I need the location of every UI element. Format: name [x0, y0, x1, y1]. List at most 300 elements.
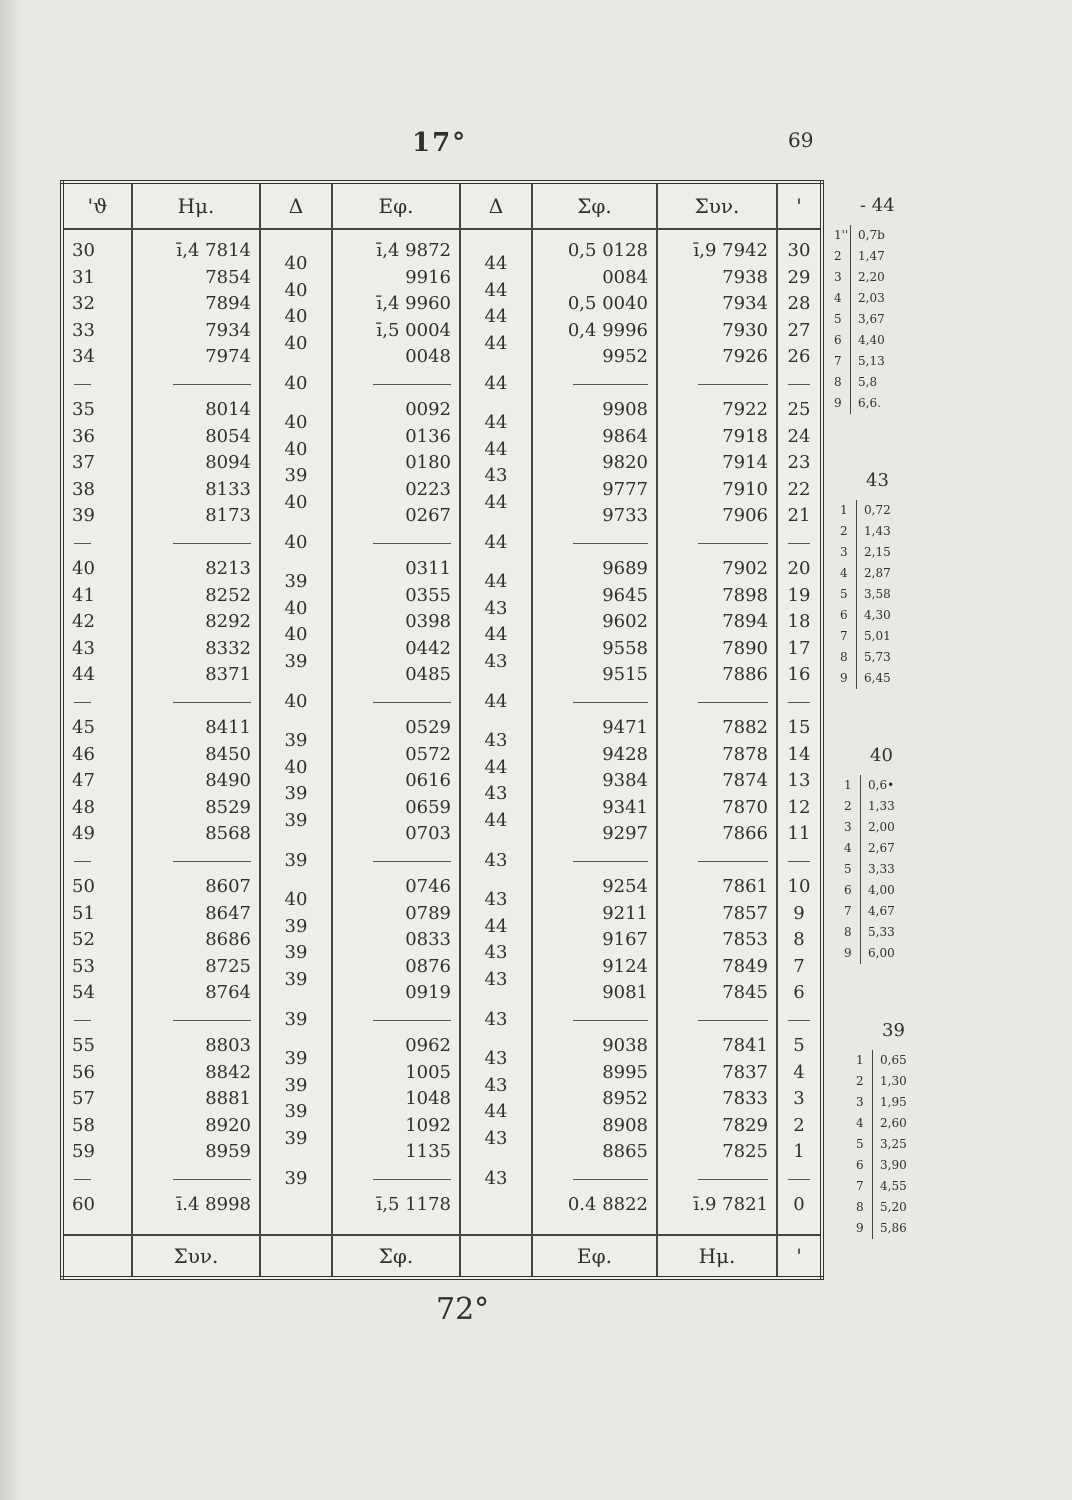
diff-tangent-cell: 43 [484, 597, 508, 619]
sine-cell: 8411 [205, 717, 251, 738]
proportional-parts-value: 1,47 [858, 249, 885, 263]
diff-sine-cell: 39 [284, 1048, 308, 1070]
minute-cell: 47 [72, 770, 95, 791]
proportional-parts-header: 40 [870, 745, 893, 766]
minute-right-cell: 5 [793, 1035, 805, 1056]
group-separator [373, 384, 451, 385]
cotangent-cell: 0,4 9996 [567, 319, 648, 341]
proportional-parts-key: 3 [844, 820, 852, 834]
page-edge-shadow [0, 0, 22, 1500]
cotangent-cell: 9864 [602, 425, 648, 447]
tangent-cell: 0136 [405, 425, 451, 447]
diff-sine-cell: 39 [284, 1074, 308, 1096]
minute-right-cell: 17 [787, 637, 811, 659]
cosine-cell: 7841 [722, 1035, 768, 1056]
cosine-cell: 7874 [722, 770, 768, 791]
tangent-cell: 0311 [405, 558, 451, 579]
sine-cell: 7894 [205, 293, 251, 314]
tangent-cell: 0529 [405, 717, 451, 738]
cosine-cell: 7938 [722, 266, 768, 288]
proportional-parts-key: 6 [834, 333, 842, 347]
proportional-parts-row [852, 1092, 952, 1113]
cotangent-cell: 9167 [602, 929, 648, 950]
tangent-cell: ī,4 9960 [376, 293, 451, 314]
sine-cell: 8568 [205, 823, 251, 844]
minute-right-cell: 4 [793, 1061, 805, 1083]
group-separator [573, 702, 648, 703]
cotangent-cell: 0.4 8822 [567, 1194, 648, 1215]
cosine-cell: 7833 [722, 1088, 768, 1109]
group-separator [698, 543, 768, 544]
diff-sine-cell: 39 [284, 1167, 308, 1189]
minute-right-cell: 25 [787, 399, 811, 420]
cosine-cell: 7914 [722, 452, 768, 473]
proportional-parts-key: 3 [834, 270, 842, 284]
diff-sine-cell: 40 [284, 412, 308, 434]
cosine-cell: ī,9 7942 [693, 240, 768, 261]
tangent-cell: 9916 [405, 266, 451, 288]
proportional-parts-key: 4 [834, 291, 842, 305]
group-separator [173, 384, 251, 385]
footer-tangent: Εφ. [532, 1235, 657, 1278]
proportional-parts-row [840, 796, 940, 817]
diff-sine-cell: 40 [284, 889, 308, 911]
cosine-cell: 7922 [722, 399, 768, 420]
cosine-cell: 7902 [722, 558, 768, 579]
proportional-parts-row [836, 647, 936, 668]
minute-right-cell: 24 [787, 425, 811, 447]
cotangent-cell: 9908 [602, 399, 648, 420]
minute-right-cell: 9 [793, 902, 805, 924]
minute-cell: 32 [72, 293, 95, 314]
proportional-parts-key: 4 [856, 1116, 864, 1130]
tangent-cell: 0355 [405, 584, 451, 606]
proportional-parts-row [840, 901, 940, 922]
proportional-parts-row [852, 1176, 952, 1197]
cosine-cell: 7890 [722, 637, 768, 659]
proportional-parts-row [852, 1050, 952, 1071]
proportional-parts-key: 1'' [834, 228, 849, 242]
cotangent-cell: 9124 [602, 955, 648, 977]
column-diff-sine [260, 229, 332, 1235]
proportional-parts-value: 2,60 [880, 1116, 907, 1130]
diff-sine-cell: 39 [284, 1127, 308, 1149]
group-separator [698, 1179, 768, 1180]
diff-tangent-cell: 44 [484, 438, 508, 460]
minute-cell: 51 [72, 902, 95, 924]
proportional-parts-key: 2 [856, 1074, 864, 1088]
group-separator [373, 702, 451, 703]
minute-cell: 34 [72, 346, 95, 367]
proportional-parts-row [852, 1113, 952, 1134]
sine-cell: 8647 [205, 902, 251, 924]
cosine-cell: 7866 [722, 823, 768, 844]
diff-tangent-cell: 43 [484, 650, 508, 672]
group-separator [698, 861, 768, 862]
proportional-parts-row [840, 817, 940, 838]
minute-right-cell: 14 [787, 743, 811, 765]
minute-right-cell: 6 [793, 982, 805, 1003]
proportional-parts-row [836, 542, 936, 563]
diff-sine-cell: 40 [284, 438, 308, 460]
minute-right-cell: 15 [787, 717, 811, 738]
column-cotangent [532, 229, 657, 1235]
proportional-parts-row [836, 521, 936, 542]
proportional-parts-value: 1,33 [868, 799, 895, 813]
cosine-cell: 7829 [722, 1114, 768, 1136]
proportional-parts-key: 1 [844, 778, 852, 792]
proportional-parts-value: 5,8 [858, 375, 878, 389]
minute-right-cell: 22 [787, 478, 811, 500]
minute-right-cell: 20 [787, 558, 811, 579]
proportional-parts-value: 2,15 [864, 545, 891, 559]
minute-right-cell: 8 [793, 929, 805, 950]
diff-tangent-cell: 44 [484, 571, 508, 593]
group-separator [788, 1179, 810, 1180]
group-separator [788, 1020, 810, 1021]
minute-right-cell: 1 [793, 1141, 805, 1162]
minute-cell: 37 [72, 452, 95, 473]
diff-tangent-cell: 43 [484, 730, 508, 752]
cotangent-cell: 0084 [602, 266, 648, 288]
proportional-parts-key: 9 [844, 946, 852, 960]
tangent-cell: 0092 [405, 399, 451, 420]
proportional-parts-value: 5,13 [858, 354, 885, 368]
column-minutes [62, 229, 132, 1235]
proportional-parts-row [836, 584, 936, 605]
proportional-parts-row [852, 1134, 952, 1155]
proportional-parts-key: 5 [834, 312, 842, 326]
footer-minutes-right: ' [777, 1235, 822, 1278]
proportional-parts-header: 39 [882, 1020, 905, 1041]
sine-cell: ī.4 8998 [176, 1194, 251, 1215]
group-separator [698, 702, 768, 703]
minute-cell: 60 [72, 1194, 95, 1215]
sine-cell: 8213 [205, 558, 251, 579]
proportional-parts-row [836, 626, 936, 647]
cotangent-cell: 9558 [602, 637, 648, 659]
cosine-cell: 7882 [722, 717, 768, 738]
group-separator [573, 1179, 648, 1180]
cosine-cell: 7837 [722, 1061, 768, 1083]
proportional-parts-row [840, 880, 940, 901]
cosine-cell: 7930 [722, 319, 768, 341]
tangent-cell: 0442 [405, 637, 451, 659]
group-separator [788, 543, 810, 544]
group-separator [373, 543, 451, 544]
group-separator [74, 384, 91, 385]
cosine-cell: 7918 [722, 425, 768, 447]
group-separator [173, 1179, 251, 1180]
minute-right-cell: 26 [787, 346, 811, 367]
sine-cell: 8490 [205, 770, 251, 791]
sine-cell: 8920 [205, 1114, 251, 1136]
minute-right-cell: 28 [787, 293, 811, 314]
cotangent-cell: 9211 [602, 902, 648, 924]
sine-cell: 8529 [205, 796, 251, 818]
diff-tangent-cell: 44 [484, 412, 508, 434]
tangent-cell: 0962 [405, 1035, 451, 1056]
proportional-parts-key: 4 [840, 566, 848, 580]
tangent-cell: 0789 [405, 902, 451, 924]
group-separator [74, 1179, 91, 1180]
proportional-parts-row [852, 1218, 952, 1239]
proportional-parts-key: 3 [856, 1095, 864, 1109]
group-separator [788, 702, 810, 703]
column-tangent [332, 229, 460, 1235]
diff-tangent-cell: 43 [484, 1127, 508, 1149]
proportional-parts-key: 7 [844, 904, 852, 918]
proportional-parts-row [830, 225, 930, 246]
proportional-parts-row [830, 372, 930, 393]
header-tangent: Εφ. [332, 182, 460, 229]
proportional-parts-value: 2,03 [858, 291, 885, 305]
minute-cell: 52 [72, 929, 95, 950]
sine-cell: 8725 [205, 955, 251, 977]
sine-cell: 8332 [205, 637, 251, 659]
minute-cell: 53 [72, 955, 95, 977]
sine-cell: 8686 [205, 929, 251, 950]
diff-tangent-cell: 43 [484, 465, 508, 487]
diff-sine-cell: 39 [284, 915, 308, 937]
proportional-parts-value: 4,40 [858, 333, 885, 347]
cotangent-cell: 8865 [602, 1141, 648, 1162]
minute-cell: 48 [72, 796, 95, 818]
proportional-parts-row [836, 668, 936, 689]
diff-tangent-cell: 43 [484, 849, 508, 871]
minute-cell: 59 [72, 1141, 95, 1162]
proportional-parts-value: 3,33 [868, 862, 895, 876]
minute-cell: 36 [72, 425, 95, 447]
minute-cell: 45 [72, 717, 95, 738]
cosine-cell: 7906 [722, 505, 768, 526]
proportional-parts-key: 1 [856, 1053, 864, 1067]
diff-tangent-cell: 43 [484, 968, 508, 990]
minute-right-cell: 7 [793, 955, 805, 977]
diff-tangent-cell: 43 [484, 942, 508, 964]
sine-cell: 8054 [205, 425, 251, 447]
minute-right-cell: 16 [787, 664, 811, 685]
minute-right-cell: 12 [787, 796, 811, 818]
diff-sine-cell: 40 [284, 690, 308, 712]
minute-right-cell: 2 [793, 1114, 805, 1136]
minute-cell: 55 [72, 1035, 95, 1056]
diff-sine-cell: 40 [284, 279, 308, 301]
sine-cell: 7934 [205, 319, 251, 341]
group-separator [74, 543, 91, 544]
cotangent-cell: 0,5 0128 [567, 240, 648, 261]
sine-cell: 8803 [205, 1035, 251, 1056]
footer-sine: Ημ. [657, 1235, 777, 1278]
sine-cell: 8881 [205, 1088, 251, 1109]
tangent-cell: 0485 [405, 664, 451, 685]
tangent-cell: ī,4 9872 [376, 240, 451, 261]
cotangent-cell: 9602 [602, 611, 648, 632]
proportional-parts-row [836, 563, 936, 584]
footer-diff-1 [260, 1235, 332, 1278]
diff-sine-cell: 40 [284, 306, 308, 328]
proportional-parts-row [830, 351, 930, 372]
minute-cell: 43 [72, 637, 95, 659]
proportional-parts-row [852, 1071, 952, 1092]
header-cosine: Συν. [657, 182, 777, 229]
cotangent-cell: 9384 [602, 770, 648, 791]
diff-tangent-cell: 44 [484, 1101, 508, 1123]
tangent-cell: 0833 [405, 929, 451, 950]
proportional-parts-key: 5 [844, 862, 852, 876]
proportional-parts-row [836, 500, 936, 521]
cotangent-cell: 9820 [602, 452, 648, 473]
proportional-parts-key: 3 [840, 545, 848, 559]
cotangent-cell: 9341 [602, 796, 648, 818]
group-separator [373, 1179, 451, 1180]
sine-cell: 7974 [205, 346, 251, 367]
cotangent-cell: 9515 [602, 664, 648, 685]
sine-cell: 8292 [205, 611, 251, 632]
cosine-cell: 7849 [722, 955, 768, 977]
diff-tangent-cell: 44 [484, 809, 508, 831]
diff-sine-cell: 39 [284, 849, 308, 871]
cosine-cell: 7857 [722, 902, 768, 924]
diff-tangent-cell: 44 [484, 491, 508, 513]
diff-sine-cell: 39 [284, 465, 308, 487]
group-separator [373, 861, 451, 862]
page-number: 69 [788, 128, 814, 152]
proportional-parts-key: 2 [844, 799, 852, 813]
cosine-cell: 7898 [722, 584, 768, 606]
tangent-cell: 0048 [405, 346, 451, 367]
diff-tangent-cell: 44 [484, 531, 508, 553]
proportional-parts-row [836, 605, 936, 626]
column-sine [132, 229, 260, 1235]
cosine-cell: 7825 [722, 1141, 768, 1162]
proportional-parts-key: 5 [856, 1137, 864, 1151]
proportional-parts-value: 4,00 [868, 883, 895, 897]
footer-minutes [62, 1235, 132, 1278]
proportional-parts-value: 2,00 [868, 820, 895, 834]
proportional-parts-row [852, 1155, 952, 1176]
diff-sine-cell: 39 [284, 809, 308, 831]
tangent-cell: 1005 [405, 1061, 451, 1083]
minute-cell: 54 [72, 982, 95, 1003]
group-separator [74, 702, 91, 703]
sine-cell: 8252 [205, 584, 251, 606]
proportional-parts-key: 7 [856, 1179, 864, 1193]
cotangent-cell: 9645 [602, 584, 648, 606]
minute-right-cell: 10 [787, 876, 811, 897]
sine-cell: 8450 [205, 743, 251, 765]
diff-tangent-cell: 44 [484, 624, 508, 646]
diff-sine-cell: 39 [284, 1101, 308, 1123]
minute-right-cell: 11 [787, 823, 811, 844]
header-diff-tangent: Δ [460, 182, 532, 229]
proportional-parts-row [830, 288, 930, 309]
proportional-parts-key: 8 [834, 375, 842, 389]
tangent-cell: 1092 [405, 1114, 451, 1136]
proportional-parts-value: 4,30 [864, 608, 891, 622]
minute-right-cell: 30 [787, 240, 811, 261]
group-separator [788, 861, 810, 862]
cosine-cell: 7894 [722, 611, 768, 632]
cotangent-cell: 9471 [602, 717, 648, 738]
cosine-cell: 7934 [722, 293, 768, 314]
proportional-parts-row [830, 246, 930, 267]
tangent-cell: 0703 [405, 823, 451, 844]
diff-sine-cell: 39 [284, 650, 308, 672]
proportional-parts-key: 5 [840, 587, 848, 601]
cotangent-cell: 8908 [602, 1114, 648, 1136]
minute-cell: 33 [72, 319, 95, 341]
footer-cotangent: Σφ. [332, 1235, 460, 1278]
diff-sine-cell: 39 [284, 730, 308, 752]
diff-sine-cell: 39 [284, 571, 308, 593]
proportional-parts-key: 6 [856, 1158, 864, 1172]
minute-cell: 38 [72, 478, 95, 500]
proportional-parts-row [840, 859, 940, 880]
diff-tangent-cell: 44 [484, 306, 508, 328]
diff-sine-cell: 39 [284, 783, 308, 805]
proportional-parts-key: 7 [840, 629, 848, 643]
sine-cell: 8764 [205, 982, 251, 1003]
group-separator [573, 861, 648, 862]
diff-sine-cell: 40 [284, 253, 308, 275]
minute-cell: 57 [72, 1088, 95, 1109]
cosine-cell: 7853 [722, 929, 768, 950]
header-sine: Ημ. [132, 182, 260, 229]
proportional-parts-row [830, 309, 930, 330]
diff-tangent-cell: 43 [484, 1074, 508, 1096]
proportional-parts-key: 6 [844, 883, 852, 897]
proportional-parts-key: 2 [840, 524, 848, 538]
proportional-parts-value: 2,67 [868, 841, 895, 855]
sine-cell: 8842 [205, 1061, 251, 1083]
diff-tangent-cell: 44 [484, 690, 508, 712]
diff-sine-cell: 40 [284, 624, 308, 646]
proportional-parts-value: 0,65 [880, 1053, 907, 1067]
column-minutes-right [777, 229, 822, 1235]
cotangent-cell: 9777 [602, 478, 648, 500]
group-separator [173, 861, 251, 862]
proportional-parts-value: 1,30 [880, 1074, 907, 1088]
proportional-parts-value: 4,67 [868, 904, 895, 918]
tangent-cell: 0398 [405, 611, 451, 632]
proportional-parts-value: 0,7b [858, 228, 885, 242]
proportional-parts-value: 5,20 [880, 1200, 907, 1214]
proportional-parts-value: 5,86 [880, 1221, 907, 1235]
group-separator [173, 702, 251, 703]
minute-cell: 31 [72, 266, 95, 288]
sine-cell: 8133 [205, 478, 251, 500]
diff-sine-cell: 40 [284, 531, 308, 553]
degree-heading-bottom: 72° [436, 1292, 490, 1327]
sine-cell: 8173 [205, 505, 251, 526]
cosine-cell: ī.9 7821 [693, 1194, 768, 1215]
proportional-parts-value: 4,55 [880, 1179, 907, 1193]
cosine-cell: 7870 [722, 796, 768, 818]
group-separator [74, 1020, 91, 1021]
group-separator [698, 384, 768, 385]
diff-tangent-cell: 44 [484, 372, 508, 394]
diff-tangent-cell: 43 [484, 1048, 508, 1070]
minute-cell: 58 [72, 1114, 95, 1136]
proportional-parts-row [840, 775, 940, 796]
cotangent-cell: 9081 [602, 982, 648, 1003]
cotangent-cell: 9297 [602, 823, 648, 844]
sine-cell: 8094 [205, 452, 251, 473]
diff-tangent-cell: 44 [484, 253, 508, 275]
tangent-cell: 1048 [405, 1088, 451, 1109]
diff-tangent-cell: 43 [484, 1167, 508, 1189]
